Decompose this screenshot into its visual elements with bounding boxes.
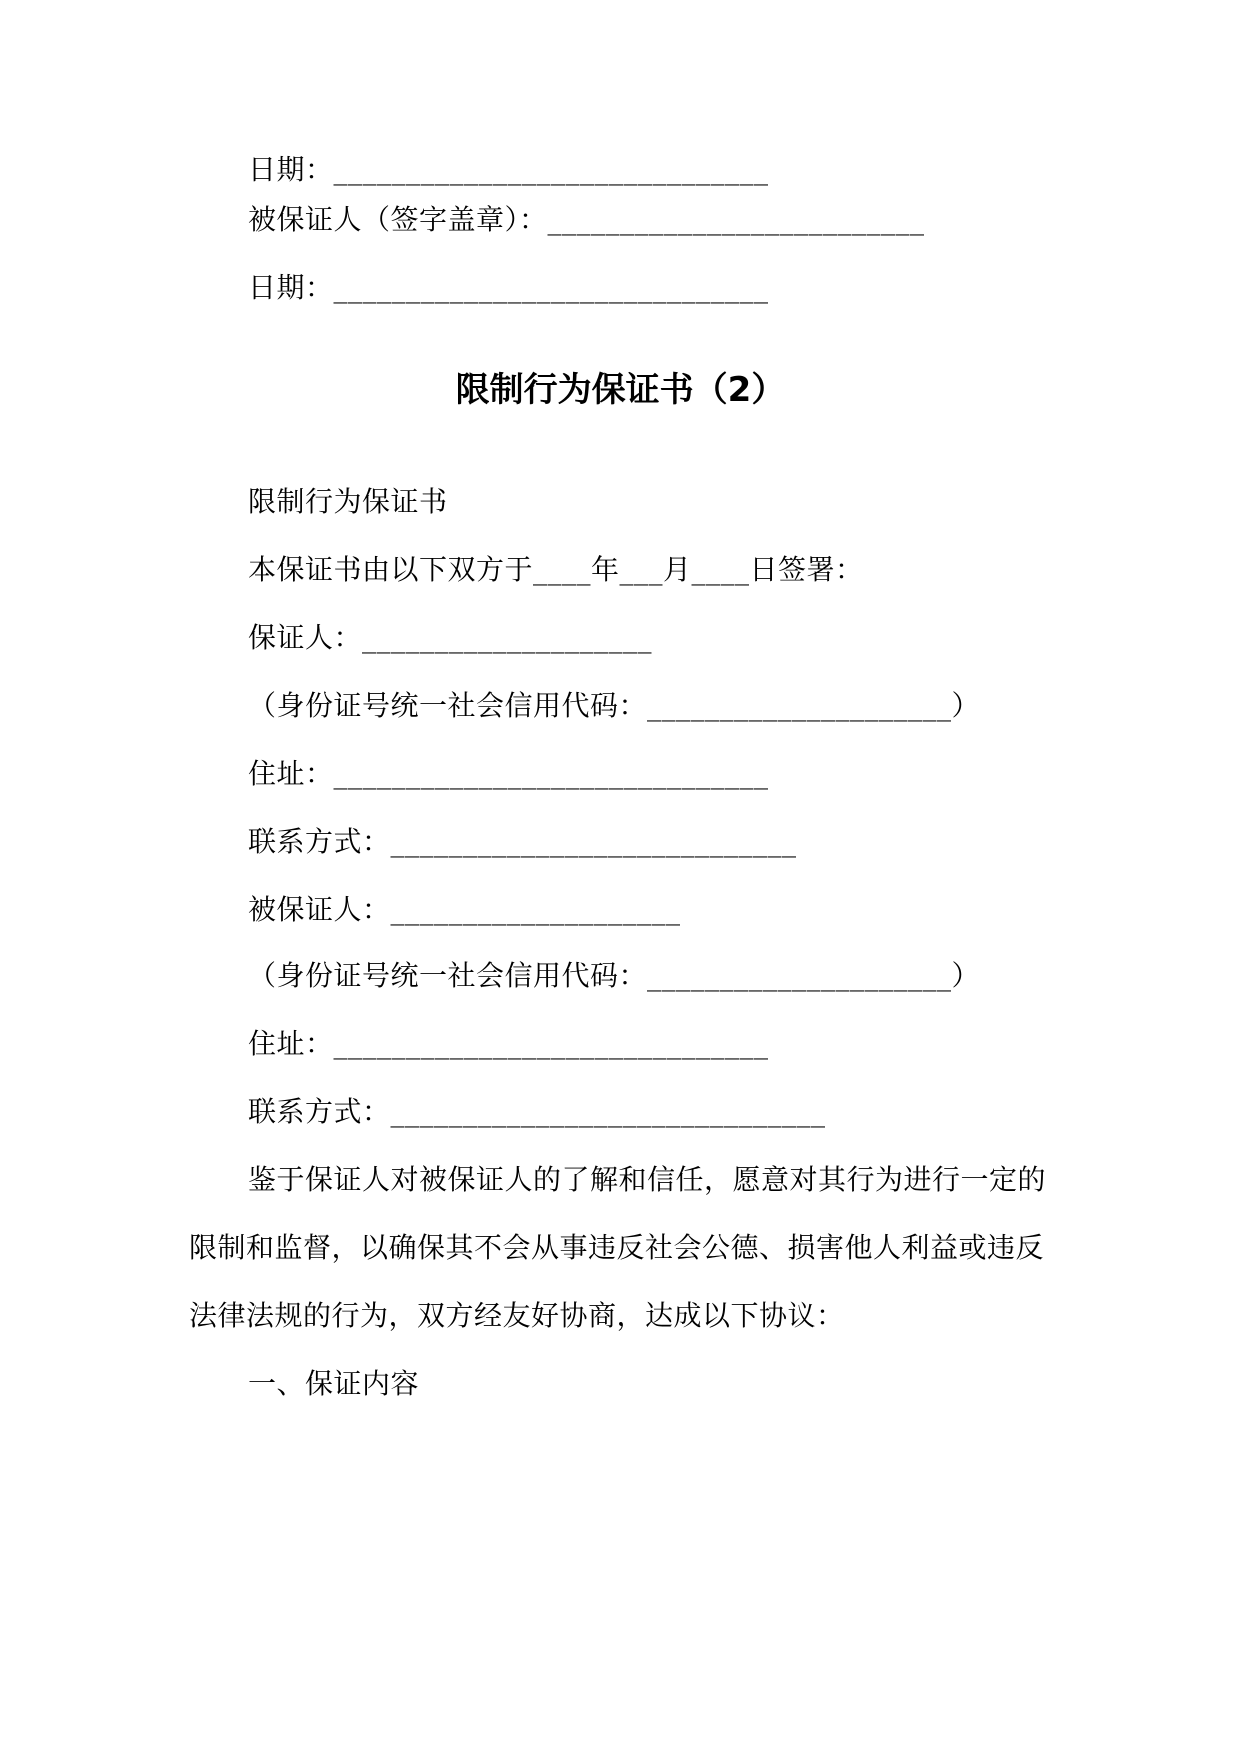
date-field-1: 日期：______________________________ [248,153,769,186]
guaranteed-address-field: 住址：______________________________ [248,1027,769,1060]
guarantor-id-field: （身份证号统一社会信用代码：_____________________） [248,689,981,722]
guaranteed-id-field: （身份证号统一社会信用代码：_____________________） [248,959,981,992]
paragraph-line-3: 法律法规的行为，双方经友好协商，达成以下协议： [189,1299,845,1332]
paragraph-line-2: 限制和监督，以确保其不会从事违反社会公德、损害他人利益或违反 [189,1231,1045,1264]
signing-date-line: 本保证书由以下双方于____年___月____日签署： [248,553,864,586]
section-heading-1: 一、保证内容 [248,1367,420,1400]
guaranteed-name-field: 被保证人：____________________ [248,893,681,926]
date-field-2: 日期：______________________________ [248,271,769,304]
guarantor-address-field: 住址：______________________________ [248,757,769,790]
document-title: 限制行为保证书（2） [455,370,786,410]
guaranteed-contact-field: 联系方式：______________________________ [248,1095,826,1128]
guaranteed-signature-field: 被保证人（签字盖章）：__________________________ [248,203,925,236]
document-subtitle: 限制行为保证书 [248,485,448,518]
paragraph-line-1: 鉴于保证人对被保证人的了解和信任，愿意对其行为进行一定的 [248,1163,1047,1196]
guarantor-name-field: 保证人：____________________ [248,621,653,654]
guarantor-contact-field: 联系方式：____________________________ [248,825,797,858]
